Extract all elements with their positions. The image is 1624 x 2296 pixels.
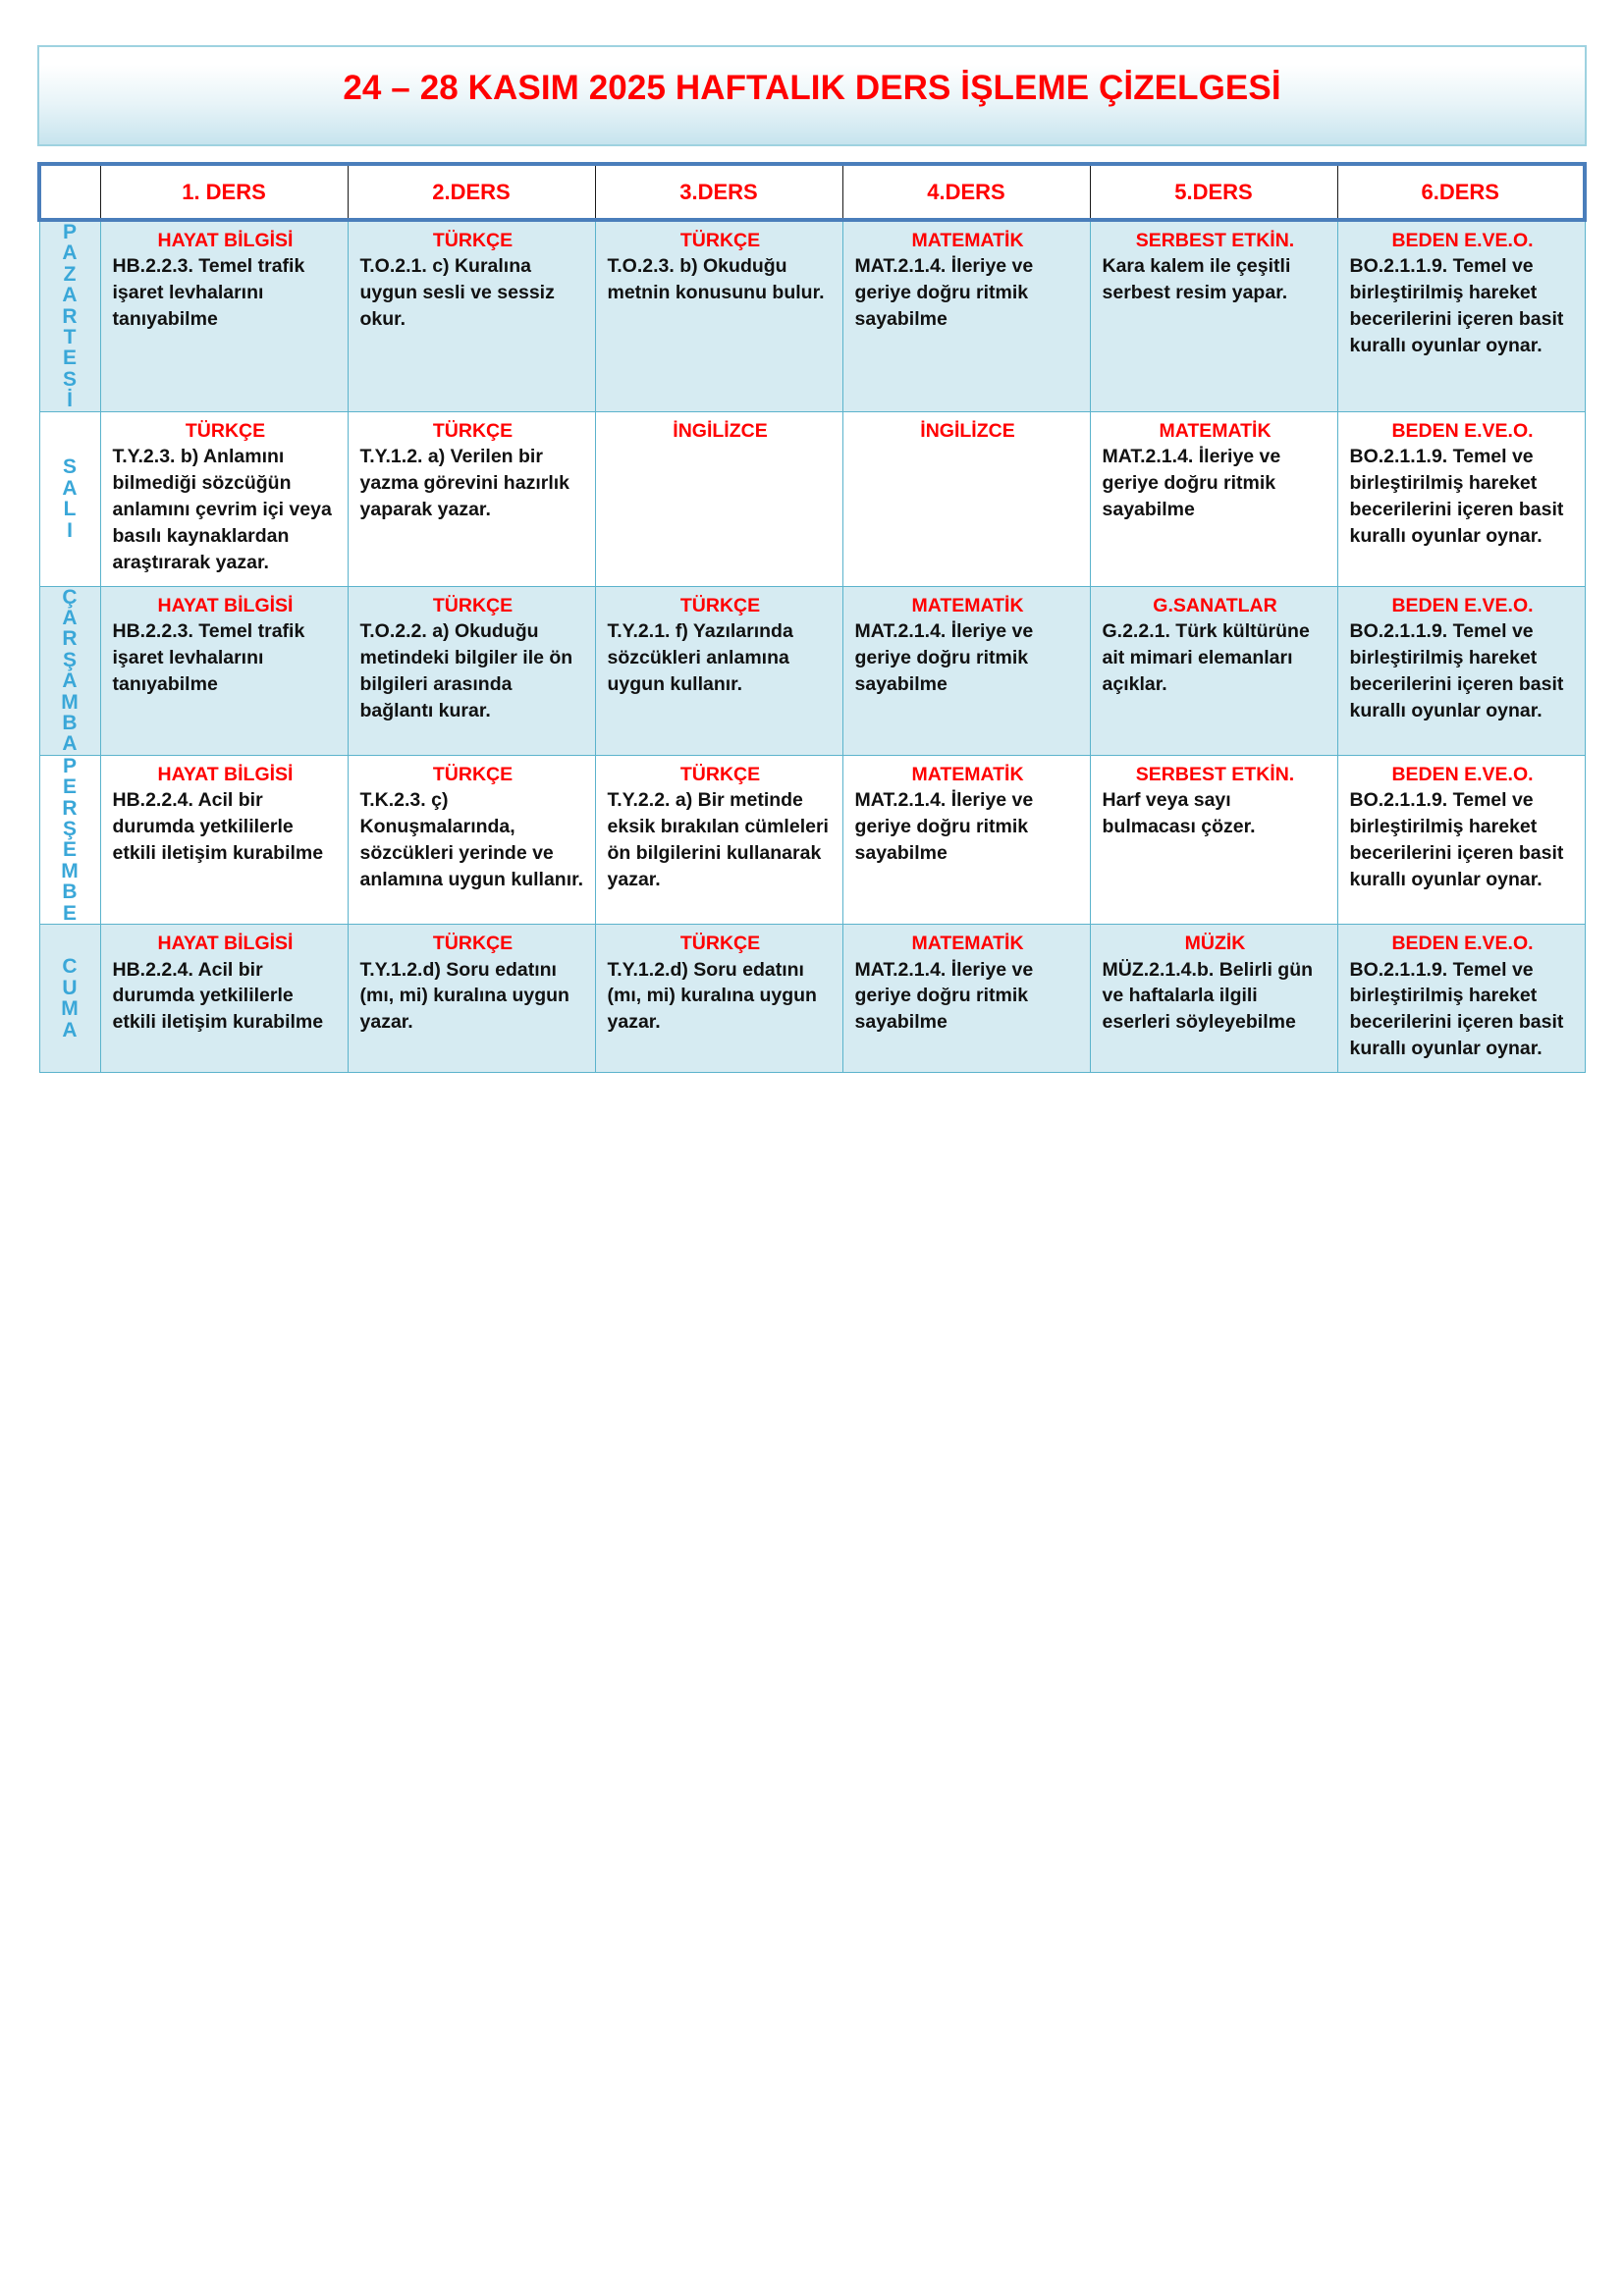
lesson-cell <box>100 925 348 1073</box>
lesson-cell <box>1090 586 1337 755</box>
objective-text: T.O.2.1. c) Kuralına uygun sesli ve sessiz okur. <box>359 255 555 331</box>
day-letter: Ş <box>62 818 77 841</box>
day-letters <box>40 756 100 924</box>
subject-name: BEDEN E.VE.O. <box>1391 230 1534 251</box>
day-letter: U <box>62 976 78 999</box>
objective-text: T.O.2.3. b) Okuduğu metnin konusunu bulur. <box>607 255 825 304</box>
subject-name: BEDEN E.VE.O. <box>1391 763 1534 785</box>
objective-text: T.K.2.3. ç) Konuşmalarında, sözcükleri yerinde ve anlamına uygun kullanır. <box>359 789 584 890</box>
day-letter: I <box>67 518 73 542</box>
lesson-cell <box>595 925 842 1073</box>
table-header <box>39 164 1585 220</box>
subject-name: HAYAT BİLGİSİ <box>157 933 294 955</box>
subject-name: TÜRKÇE <box>679 763 761 785</box>
objective-text: T.Y.1.2. a) Verilen bir yazma görevini hazırlık yaparak yazar. <box>359 446 570 520</box>
objective-text: MAT.2.1.4. İleriye ve geriye doğru ritmik sayabilme <box>854 958 1034 1034</box>
subject-name: TÜRKÇE <box>679 230 761 251</box>
subject-name: HAYAT BİLGİSİ <box>157 594 294 616</box>
page-title: 24 – 28 KASIM 2025 HAFTALIK DERS İŞLEME ÇİZELGESİ <box>343 69 1281 108</box>
objective-text: Harf veya sayı bulmacası çözer. <box>1102 789 1256 838</box>
header-lesson-2: 2.DERS <box>348 164 595 220</box>
header-lesson-6: 6.DERS <box>1337 164 1585 220</box>
objective-text: HB.2.2.3. Temel trafik işaret levhalarını tanıyabilme <box>112 255 305 331</box>
subject-name: TÜRKÇE <box>679 933 761 955</box>
day-label-sali <box>39 411 100 586</box>
header-corner <box>39 164 100 220</box>
header-lesson-1: 1. DERS <box>100 164 348 220</box>
objective-text: HB.2.2.4. Acil bir durumda yetkililerle etkili iletişim kurabilme <box>112 789 324 865</box>
subject-name: TÜRKÇE <box>679 594 761 616</box>
day-letter: A <box>62 669 78 693</box>
day-letter: A <box>62 607 78 630</box>
day-letter: E <box>62 775 77 799</box>
day-letter: S <box>62 455 77 479</box>
lesson-cell <box>1337 925 1585 1073</box>
day-letter: P <box>62 754 77 777</box>
day-letter: B <box>62 881 78 904</box>
day-letter: R <box>62 796 78 820</box>
lesson-cell <box>348 586 595 755</box>
day-letter: R <box>62 627 78 651</box>
lesson-cell <box>100 411 348 586</box>
objective-text: BO.2.1.1.9. Temel ve birleştirilmiş hareket becerilerini içeren basit kurallı oyunlar oynar. <box>1349 789 1564 890</box>
subject-name: TÜRKÇE <box>432 933 514 955</box>
subject-name: MATEMATİK <box>911 933 1024 955</box>
objective-text: MÜZ.2.1.4.b. Belirli gün ve haftalarla ilgili eserleri söyleyebilme <box>1102 958 1314 1034</box>
subject-name: TÜRKÇE <box>432 230 514 251</box>
day-letter: İ <box>67 389 73 412</box>
subject-name: TÜRKÇE <box>432 419 514 442</box>
objective-text: MAT.2.1.4. İleriye ve geriye doğru ritmik sayabilme <box>854 620 1034 695</box>
subject-name: BEDEN E.VE.O. <box>1391 594 1534 616</box>
day-letter: A <box>62 284 78 307</box>
objective-text: BO.2.1.1.9. Temel ve birleştirilmiş hareket becerilerini içeren basit kurallı oyunlar oynar. <box>1349 958 1564 1060</box>
day-letter: A <box>62 1018 78 1041</box>
objective-text: G.2.2.1. Türk kültürüne ait mimari elemanları açıklar. <box>1102 620 1310 695</box>
table-row <box>39 586 1585 755</box>
lesson-cell <box>100 586 348 755</box>
lesson-cell <box>1337 411 1585 586</box>
day-letter: L <box>63 498 77 521</box>
lesson-cell <box>842 925 1090 1073</box>
subject-name: MATEMATİK <box>1159 419 1272 442</box>
subject-name: HAYAT BİLGİSİ <box>157 763 294 785</box>
objective-text: Kara kalem ile çeşitli serbest resim yapar. <box>1102 255 1291 304</box>
day-letter: Ç <box>62 585 78 609</box>
lesson-cell <box>595 586 842 755</box>
subject-name: BEDEN E.VE.O. <box>1391 419 1534 442</box>
day-letter: M <box>61 997 79 1021</box>
day-letters <box>40 956 100 1041</box>
subject-name: TÜRKÇE <box>185 419 266 442</box>
lesson-cell <box>1090 411 1337 586</box>
lesson-cell <box>595 411 842 586</box>
day-letter: S <box>62 367 77 391</box>
lesson-cell <box>842 411 1090 586</box>
day-letter: B <box>62 712 78 735</box>
subject-name: TÜRKÇE <box>432 594 514 616</box>
objective-text: HB.2.2.3. Temel trafik işaret levhalarını tanıyabilme <box>112 620 305 695</box>
day-letter: Z <box>63 262 77 286</box>
subject-name: SERBEST ETKİN. <box>1135 230 1295 251</box>
subject-name: BEDEN E.VE.O. <box>1391 933 1534 955</box>
lesson-cell <box>842 586 1090 755</box>
objective-text: T.Y.2.3. b) Anlamını bilmediği sözcüğün anlamını çevrim içi veya basılı kaynaklardan araştırarak yazar. <box>112 446 332 573</box>
objective-text: BO.2.1.1.9. Temel ve birleştirilmiş hareket becerilerini içeren basit kurallı oyunlar oynar. <box>1349 446 1564 547</box>
day-letter: A <box>62 476 78 500</box>
lesson-cell <box>1337 755 1585 924</box>
lesson-cell <box>1090 220 1337 411</box>
objective-text: MAT.2.1.4. İleriye ve geriye doğru ritmik sayabilme <box>854 789 1034 865</box>
objective-text: MAT.2.1.4. İleriye ve geriye doğru ritmik sayabilme <box>1102 446 1281 520</box>
lesson-cell <box>1090 755 1337 924</box>
weekly-schedule-table <box>37 162 1587 1073</box>
day-letter: R <box>62 304 78 328</box>
lesson-cell <box>348 925 595 1073</box>
day-letters <box>40 222 100 411</box>
subject-name: HAYAT BİLGİSİ <box>157 230 294 251</box>
title-banner <box>37 45 1587 146</box>
objective-text: T.Y.2.1. f) Yazılarında sözcükleri anlamına uygun kullanır. <box>607 620 793 695</box>
objective-text: BO.2.1.1.9. Temel ve birleştirilmiş hareket becerilerini içeren basit kurallı oyunlar oynar. <box>1349 620 1564 721</box>
objective-text: HB.2.2.4. Acil bir durumda yetkililerle etkili iletişim kurabilme <box>112 958 324 1034</box>
day-label-persembe <box>39 755 100 924</box>
objective-text: BO.2.1.1.9. Temel ve birleştirilmiş hareket becerilerini içeren basit kurallı oyunlar oynar. <box>1349 255 1564 357</box>
day-letter: M <box>61 690 79 714</box>
objective-text: T.Y.1.2.d) Soru edatını (mı, mi) kuralına uygun yazar. <box>607 958 817 1034</box>
schedule-table-container <box>37 162 1587 1073</box>
day-letters <box>40 456 100 541</box>
subject-name: MATEMATİK <box>911 230 1024 251</box>
day-letter: E <box>62 838 77 862</box>
header-row <box>39 164 1585 220</box>
lesson-cell <box>842 220 1090 411</box>
subject-name: G.SANATLAR <box>1153 594 1277 616</box>
lesson-cell <box>348 220 595 411</box>
day-letter: A <box>62 241 78 265</box>
lesson-cell <box>100 220 348 411</box>
day-letter: E <box>62 901 77 925</box>
day-letters <box>40 587 100 755</box>
objective-text: T.Y.1.2.d) Soru edatını (mı, mi) kuralına uygun yazar. <box>359 958 569 1034</box>
header-lesson-4: 4.DERS <box>842 164 1090 220</box>
lesson-cell <box>1337 220 1585 411</box>
lesson-cell <box>1337 586 1585 755</box>
table-body <box>39 220 1585 1073</box>
lesson-cell <box>348 411 595 586</box>
day-letter: A <box>62 732 78 756</box>
day-letter: T <box>63 326 77 349</box>
header-lesson-3: 3.DERS <box>595 164 842 220</box>
subject-name: MÜZİK <box>1184 933 1246 955</box>
day-letter: E <box>62 347 77 370</box>
lesson-cell <box>842 755 1090 924</box>
objective-text: T.O.2.2. a) Okuduğu metindeki bilgiler ile ön bilgileri arasında bağlantı kurar. <box>359 620 573 721</box>
subject-name: İNGİLİZCE <box>673 419 768 442</box>
day-label-cuma <box>39 925 100 1073</box>
subject-name: MATEMATİK <box>911 594 1024 616</box>
table-row <box>39 925 1585 1073</box>
lesson-cell <box>100 755 348 924</box>
table-row <box>39 411 1585 586</box>
lesson-cell <box>1090 925 1337 1073</box>
day-letter: Ş <box>62 648 77 671</box>
subject-name: TÜRKÇE <box>432 763 514 785</box>
header-lesson-5: 5.DERS <box>1090 164 1337 220</box>
day-letter: C <box>62 955 78 979</box>
subject-name: İNGİLİZCE <box>920 419 1015 442</box>
objective-text: MAT.2.1.4. İleriye ve geriye doğru ritmik sayabilme <box>854 255 1034 331</box>
day-letter: M <box>61 859 79 882</box>
table-row <box>39 755 1585 924</box>
day-letter: P <box>62 221 77 243</box>
subject-name: MATEMATİK <box>911 763 1024 785</box>
lesson-cell <box>595 755 842 924</box>
objective-text: T.Y.2.2. a) Bir metinde eksik bırakılan cümleleri ön bilgilerini kullanarak yazar. <box>607 789 829 890</box>
lesson-cell <box>595 220 842 411</box>
day-label-pazartesi <box>39 220 100 411</box>
subject-name: SERBEST ETKİN. <box>1135 763 1295 785</box>
lesson-cell <box>348 755 595 924</box>
table-row <box>39 220 1585 411</box>
day-label-carsamba <box>39 586 100 755</box>
